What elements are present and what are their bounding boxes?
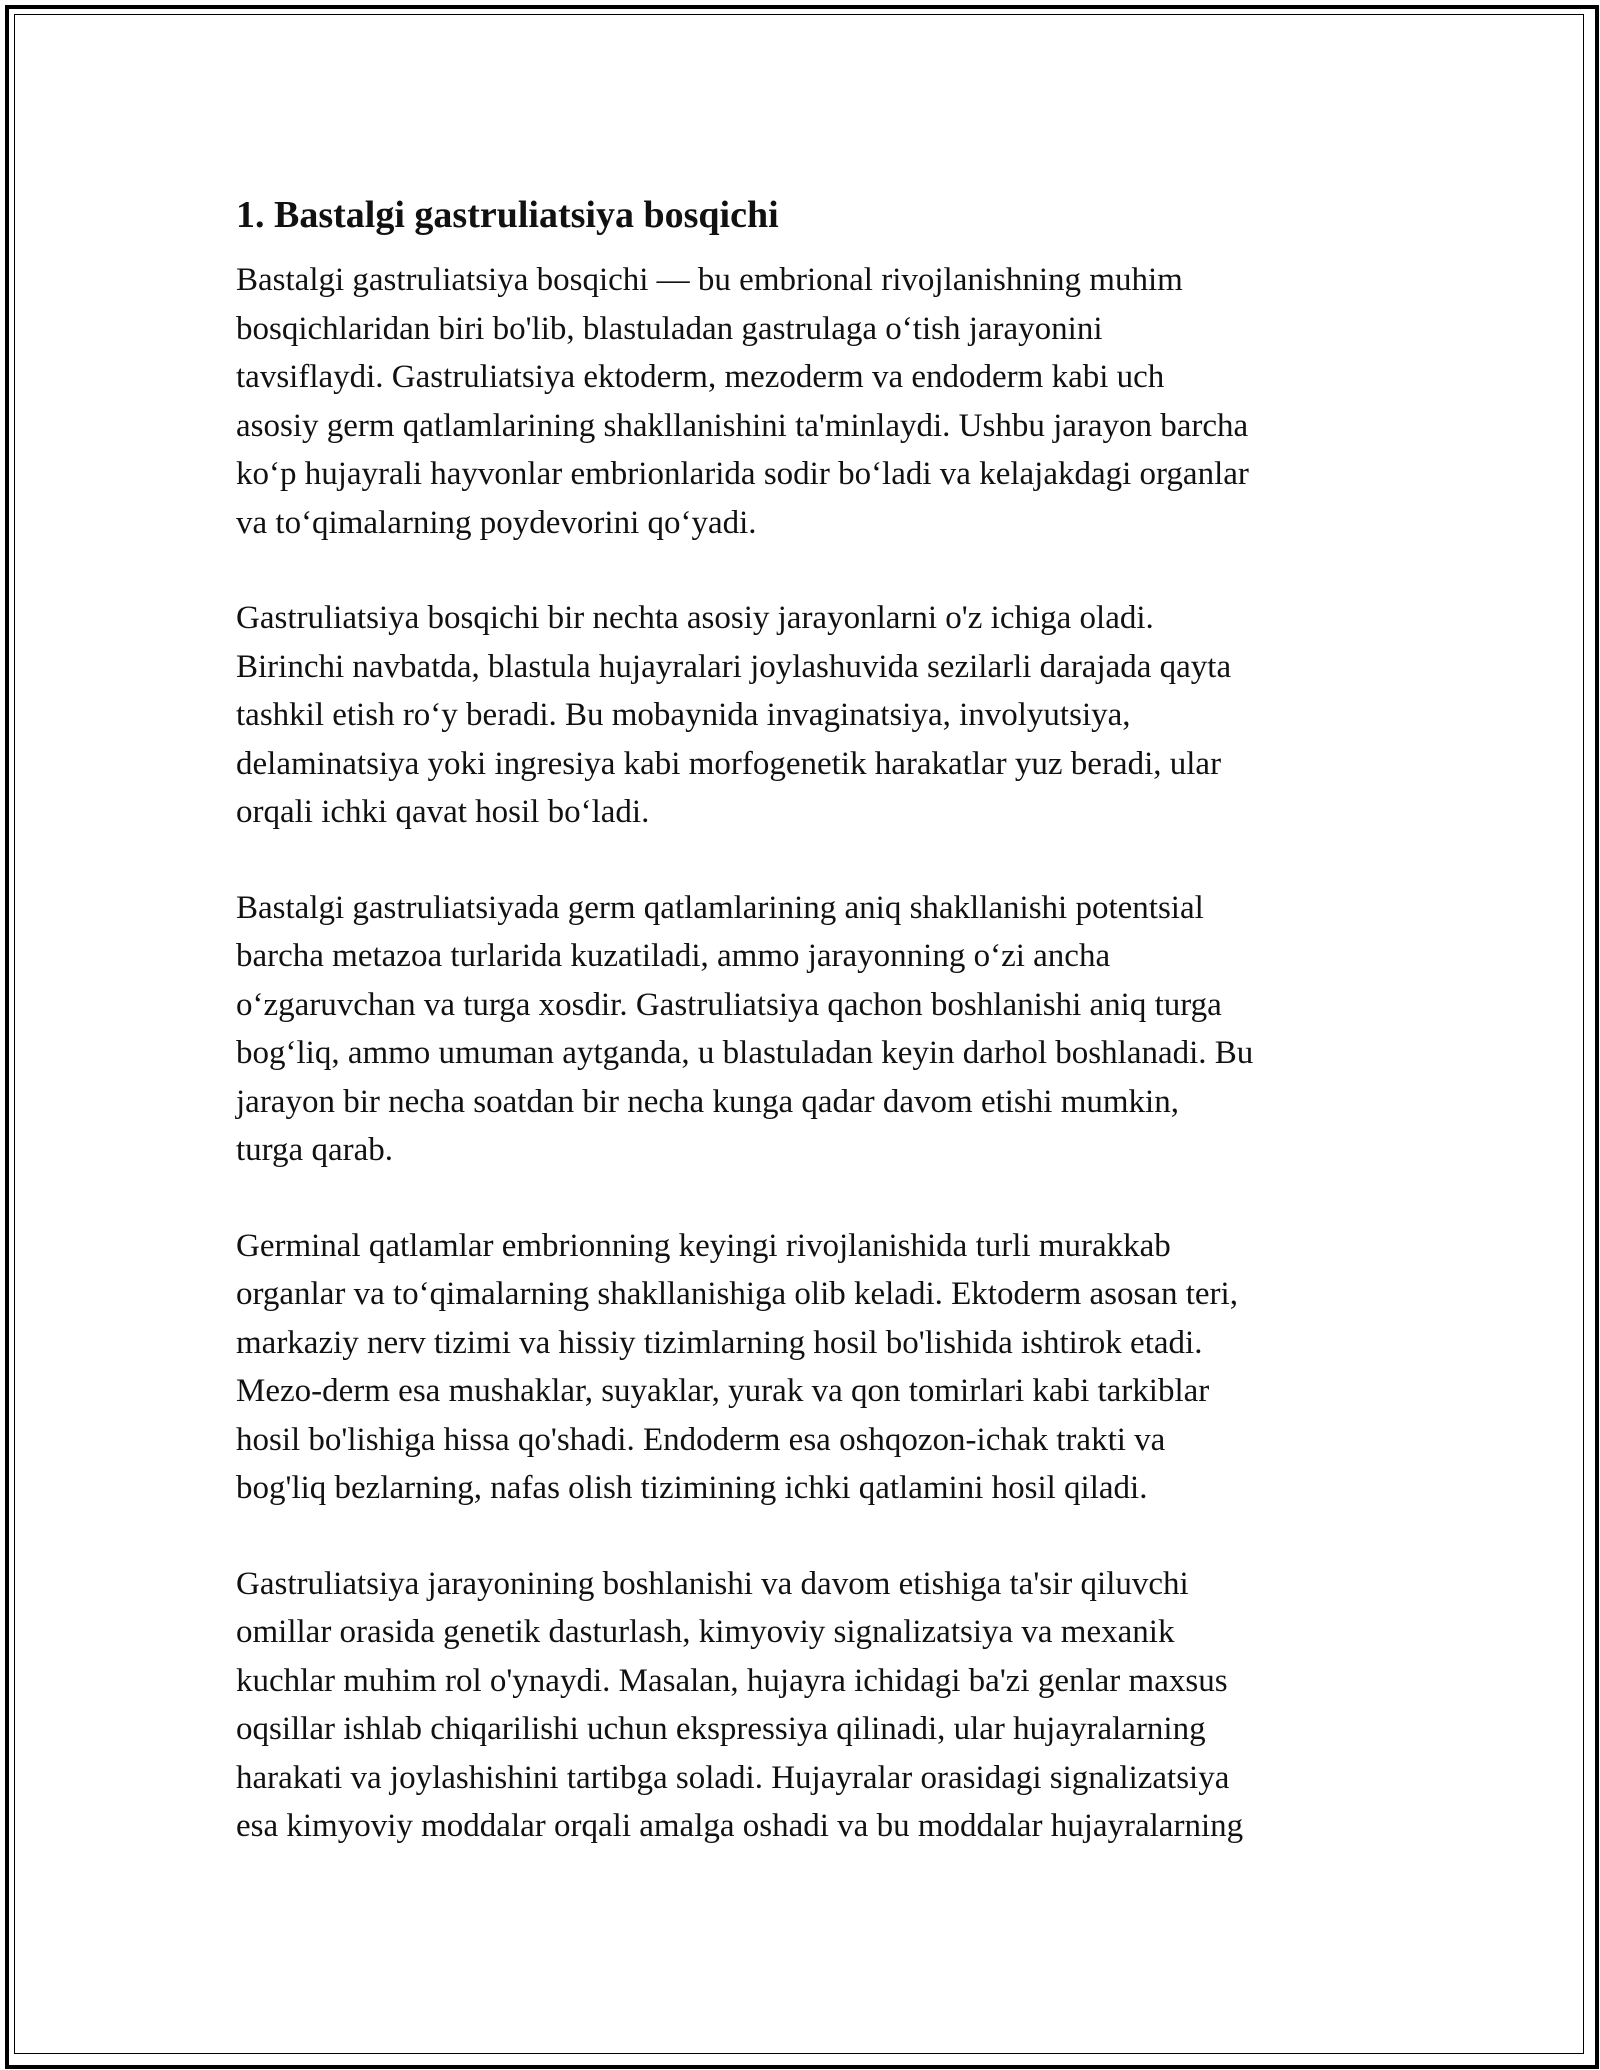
paragraph-line: tavsiflaydi. Gastruliatsiya ektoderm, mezoderm va endoderm kabi uch [236,359,1165,395]
paragraph-line: hosil bo'lishiga hissa qo'shadi. Endoderm esa oshqozon-ichak trakti va [236,1421,1166,1458]
paragraph-line: markaziy nerv tizimi va hissiy tizimlarning hosil bo'lishida ishtirok etadi. [236,1324,1203,1361]
paragraph-line: Birinchi navbatda, blastula hujayralari joylashuvida sezilarli darajada qayta [236,648,1232,685]
paragraph-line: tashkil etish ro‘y beradi. Bu mobaynida invaginatsiya, involyutsiya, [236,697,1131,733]
paragraph-line: harakati va joylashishini tartibga soladi. Hujayralar orasidagi signalizatsiya [236,1759,1230,1796]
paragraph-line: jarayon bir necha soatdan bir necha kunga qadar davom etishi mumkin, [236,1083,1179,1120]
paragraph-line: ko‘p hujayrali hayvonlar embrionlarida sodir bo‘ladi va kelajakdagi organlar [236,456,1249,492]
paragraph-line: Mezo-derm esa mushaklar, suyaklar, yurak va qon tomirlari kabi tarkiblar [236,1373,1210,1409]
paragraph-line: asosiy germ qatlamlarining shakllanishini ta'minlaydi. Ushbu jarayon barcha [236,407,1249,444]
paragraph-line: bosqichlaridan biri bo'lib, blastuladan gastrulaga o‘tish jarayonini [236,310,1103,347]
section-heading: 1. Bastalgi gastruliatsiya bosqichi [236,194,779,236]
paragraph-line: Bastalgi gastruliatsiya bosqichi — bu embrional rivojlanishning muhim [236,262,1183,298]
paragraph-2 [236,594,1376,837]
paragraph-4 [236,1222,1376,1513]
document-body [236,190,1376,1898]
paragraph-line: oqsillar ishlab chiqarilishi uchun ekspressiya qilinadi, ular hujayralarning [236,1711,1206,1747]
paragraph-line: esa kimyoviy moddalar orqali amalga oshadi va bu moddalar hujayralarning [236,1808,1244,1844]
paragraph-line: turga qarab. [236,1132,393,1168]
paragraph-line: o‘zgaruvchan va turga xosdir. Gastruliatsiya qachon boshlanishi aniq turga [236,986,1222,1023]
paragraph-line: bog‘liq, ammo umuman aytganda, u blastuladan keyin darhol boshlanadi. Bu [236,1035,1254,1071]
paragraph-line: bog'liq bezlarning, nafas olish tizimining ichki qatlamini hosil qiladi. [236,1470,1148,1506]
paragraph-line: omillar orasida genetik dasturlash, kimyoviy signalizatsiya va mexanik [236,1614,1175,1650]
paragraph-line: Gastruliatsiya bosqichi bir nechta asosiy jarayonlarni o'z ichiga oladi. [236,600,1154,636]
paragraph-line: Gastruliatsiya jarayonining boshlanishi va davom etishiga ta'sir qiluvchi [236,1565,1189,1602]
paragraph-line: kuchlar muhim rol o'ynaydi. Masalan, hujayra ichidagi ba'zi genlar maxsus [236,1662,1228,1699]
paragraph-line: va to‘qimalarning poydevorini qo‘yadi. [236,504,757,541]
paragraph-line: barcha metazoa turlarida kuzatiladi, ammo jarayonning o‘zi ancha [236,938,1111,974]
paragraph-line: delaminatsiya yoki ingresiya kabi morfogenetik harakatlar yuz beradi, ular [236,745,1222,782]
paragraph-3 [236,884,1376,1175]
paragraph-line: orqali ichki qavat hosil bo‘ladi. [236,794,650,830]
paragraph-1 [236,256,1376,547]
paragraph-line: Bastalgi gastruliatsiyada germ qatlamlarining aniq shakllanishi potentsial [236,889,1204,926]
paragraph-5 [236,1560,1376,1851]
paragraph-line: Germinal qatlamlar embrionning keyingi rivojlanishida turli murakkab [236,1227,1171,1264]
paragraph-line: organlar va to‘qimalarning shakllanishiga olib keladi. Ektoderm asosan teri, [236,1276,1238,1312]
